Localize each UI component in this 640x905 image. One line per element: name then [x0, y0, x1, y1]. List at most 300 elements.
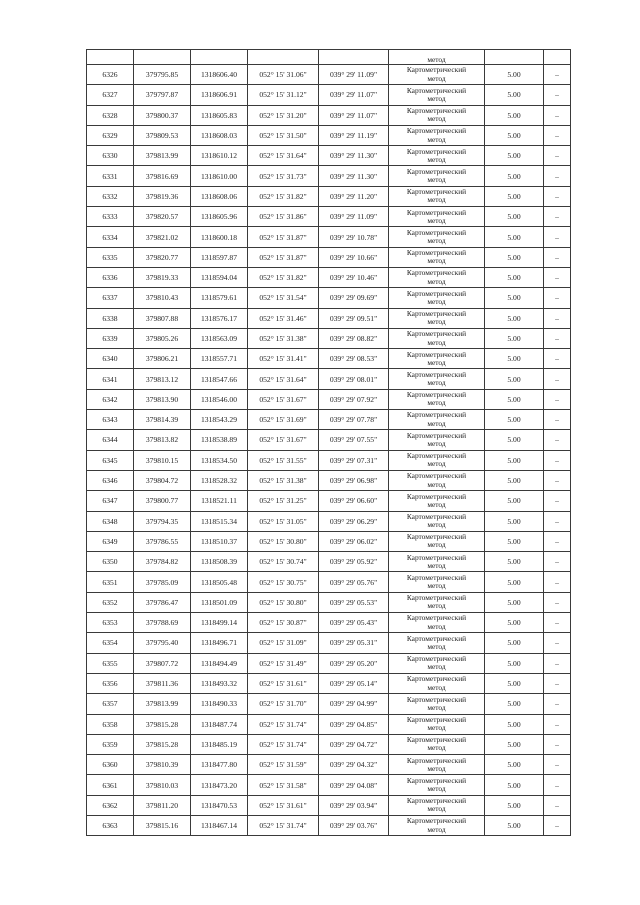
x-coordinate-cell: 379786.55: [134, 531, 191, 551]
x-coordinate-cell: 379810.03: [134, 775, 191, 795]
dash-cell: –: [544, 349, 571, 369]
method-line-1: Картометрический: [406, 146, 467, 156]
method-cell: [389, 328, 485, 348]
method-cell: [389, 795, 485, 815]
x-coordinate-cell: 379813.12: [134, 369, 191, 389]
longitude-cell: 039° 29' 05.43": [319, 613, 389, 633]
y-coordinate-cell: 1318597.87: [191, 247, 248, 267]
y-coordinate-cell: 1318557.71: [191, 349, 248, 369]
accuracy-cell: 5.00: [485, 795, 544, 815]
latitude-cell: 052° 15' 31.61": [248, 795, 319, 815]
latitude-cell: 052° 15' 31.86": [248, 207, 319, 227]
dash-cell: –: [544, 734, 571, 754]
accuracy-cell: 5.00: [485, 247, 544, 267]
method-line-1: Картометрический: [406, 471, 467, 481]
table-row: [87, 349, 571, 369]
table-row: [87, 592, 571, 612]
longitude-cell: 039° 29' 11.07": [319, 105, 389, 125]
method-line-2: метод: [427, 134, 446, 144]
point-number-cell: 6344: [87, 430, 134, 450]
longitude-cell: 039° 29' 03.76": [319, 815, 389, 835]
method-cell: [389, 511, 485, 531]
accuracy-cell: 5.00: [485, 207, 544, 227]
point-number-cell: 6335: [87, 247, 134, 267]
point-number-cell: 6338: [87, 308, 134, 328]
x-coordinate-cell: 379809.53: [134, 125, 191, 145]
point-number-cell: 6331: [87, 166, 134, 186]
point-number-cell: 6336: [87, 267, 134, 287]
latitude-cell: 052° 15' 31.69": [248, 410, 319, 430]
dash-cell: –: [544, 430, 571, 450]
method-cell: [389, 146, 485, 166]
table-row: [87, 166, 571, 186]
method-line-1: Картометрический: [406, 633, 467, 643]
table-row: [87, 653, 571, 673]
dash-cell: –: [544, 552, 571, 572]
dash-cell: –: [544, 186, 571, 206]
point-number-cell: 6334: [87, 227, 134, 247]
latitude-cell: 052° 15' 31.20": [248, 105, 319, 125]
x-coordinate-cell: 379795.85: [134, 65, 191, 85]
dash-cell: –: [544, 613, 571, 633]
table-row: [87, 308, 571, 328]
table-row: [87, 491, 571, 511]
method-cell: [389, 166, 485, 186]
accuracy-cell: 5.00: [485, 815, 544, 835]
cell-empty: [87, 50, 134, 65]
x-coordinate-cell: 379820.57: [134, 207, 191, 227]
y-coordinate-cell: 1318470.53: [191, 795, 248, 815]
latitude-cell: 052° 15' 31.49": [248, 653, 319, 673]
method-line-1: Картометрический: [406, 552, 467, 562]
x-coordinate-cell: 379820.77: [134, 247, 191, 267]
method-cell: [389, 308, 485, 328]
point-number-cell: 6330: [87, 146, 134, 166]
x-coordinate-cell: 379797.87: [134, 85, 191, 105]
method-line-1: Картометрический: [406, 390, 467, 400]
dash-cell: –: [544, 531, 571, 551]
x-coordinate-cell: 379807.72: [134, 653, 191, 673]
longitude-cell: 039° 29' 04.99": [319, 694, 389, 714]
method-cell: [389, 207, 485, 227]
method-line-1: Картометрический: [406, 796, 467, 806]
method-line-2: метод: [427, 763, 446, 773]
method-cell: [389, 673, 485, 693]
method-line-1: Картометрический: [406, 85, 467, 95]
point-number-cell: 6362: [87, 795, 134, 815]
method-cell: [389, 288, 485, 308]
longitude-cell: 039° 29' 04.08": [319, 775, 389, 795]
accuracy-cell: 5.00: [485, 166, 544, 186]
longitude-cell: 039° 29' 07.92": [319, 389, 389, 409]
dash-cell: –: [544, 450, 571, 470]
dash-cell: –: [544, 389, 571, 409]
method-line-1: Картометрический: [406, 349, 467, 359]
x-coordinate-cell: 379821.02: [134, 227, 191, 247]
y-coordinate-cell: 1318467.14: [191, 815, 248, 835]
method-line-2: метод: [427, 418, 446, 428]
method-line-2: метод: [427, 154, 446, 164]
method-line-1: Картометрический: [406, 532, 467, 542]
method-line-1: Картометрический: [406, 207, 467, 217]
latitude-cell: 052° 15' 30.87": [248, 613, 319, 633]
method-line-2: метод: [427, 459, 446, 469]
method-line-2: метод: [427, 479, 446, 489]
longitude-cell: 039° 29' 10.78": [319, 227, 389, 247]
method-cell: [389, 694, 485, 714]
latitude-cell: 052° 15' 31.87": [248, 227, 319, 247]
method-line-1: Картометрический: [406, 309, 467, 318]
latitude-cell: 052° 15' 31.59": [248, 755, 319, 775]
method-line-2: метод: [427, 520, 446, 530]
y-coordinate-cell: 1318493.32: [191, 673, 248, 693]
method-cell: [389, 450, 485, 470]
y-coordinate-cell: 1318608.03: [191, 125, 248, 145]
method-line-1: Картометрический: [406, 106, 467, 116]
y-coordinate-cell: 1318510.37: [191, 531, 248, 551]
accuracy-cell: 5.00: [485, 146, 544, 166]
y-coordinate-cell: 1318546.00: [191, 389, 248, 409]
method-line-2: метод: [427, 824, 446, 834]
method-line-1: Картометрический: [406, 735, 467, 745]
accuracy-cell: 5.00: [485, 369, 544, 389]
accuracy-cell: 5.00: [485, 613, 544, 633]
table-row: [87, 288, 571, 308]
dash-cell: –: [544, 755, 571, 775]
y-coordinate-cell: 1318543.29: [191, 410, 248, 430]
method-cell: [389, 65, 485, 85]
table-row: [87, 613, 571, 633]
method-line-2: метод: [427, 743, 446, 753]
x-coordinate-cell: 379813.99: [134, 146, 191, 166]
latitude-cell: 052° 15' 31.82": [248, 186, 319, 206]
method-line-1: Картометрический: [406, 410, 467, 420]
accuracy-cell: 5.00: [485, 389, 544, 409]
point-number-cell: 6339: [87, 328, 134, 348]
method-cell: [389, 105, 485, 125]
point-number-cell: 6353: [87, 613, 134, 633]
longitude-cell: 039° 29' 06.60": [319, 491, 389, 511]
method-cell: [389, 186, 485, 206]
method-line-2: метод: [427, 560, 446, 570]
method-line-1: Картометрический: [406, 613, 467, 623]
latitude-cell: 052° 15' 31.74": [248, 734, 319, 754]
point-number-cell: 6328: [87, 105, 134, 125]
y-coordinate-cell: 1318605.96: [191, 207, 248, 227]
method-line-2: метод: [427, 540, 446, 550]
accuracy-cell: 5.00: [485, 694, 544, 714]
point-number-cell: 6352: [87, 592, 134, 612]
table-row: [87, 410, 571, 430]
y-coordinate-cell: 1318485.19: [191, 734, 248, 754]
method-cell: [389, 369, 485, 389]
latitude-cell: 052° 15' 30.74": [248, 552, 319, 572]
longitude-cell: 039° 29' 03.94": [319, 795, 389, 815]
accuracy-cell: 5.00: [485, 531, 544, 551]
point-number-cell: 6356: [87, 673, 134, 693]
y-coordinate-cell: 1318473.20: [191, 775, 248, 795]
y-coordinate-cell: 1318608.06: [191, 186, 248, 206]
y-coordinate-cell: 1318579.61: [191, 288, 248, 308]
accuracy-cell: 5.00: [485, 450, 544, 470]
longitude-cell: 039° 29' 11.20": [319, 186, 389, 206]
x-coordinate-cell: 379815.28: [134, 734, 191, 754]
method-line-1: Картометрический: [406, 248, 467, 258]
dash-cell: –: [544, 227, 571, 247]
accuracy-cell: 5.00: [485, 592, 544, 612]
method-cell: [389, 633, 485, 653]
dash-cell: –: [544, 491, 571, 511]
method-line-2: метод: [427, 236, 446, 246]
table-row: [87, 430, 571, 450]
table-body: [87, 50, 571, 836]
longitude-cell: 039° 29' 07.55": [319, 430, 389, 450]
latitude-cell: 052° 15' 31.55": [248, 450, 319, 470]
table-row: [87, 734, 571, 754]
table-row: [87, 105, 571, 125]
method-cell: [389, 470, 485, 490]
x-coordinate-cell: 379811.36: [134, 673, 191, 693]
accuracy-cell: 5.00: [485, 125, 544, 145]
method-cell: [389, 775, 485, 795]
longitude-cell: 039° 29' 04.72": [319, 734, 389, 754]
method-cell: [389, 734, 485, 754]
dash-cell: –: [544, 65, 571, 85]
method-line-1: Картометрический: [406, 775, 467, 785]
method-line-1: Картометрический: [406, 126, 467, 136]
point-number-cell: 6358: [87, 714, 134, 734]
table-row: [87, 470, 571, 490]
method-line-2: метод: [427, 276, 446, 286]
dash-cell: –: [544, 653, 571, 673]
coordinates-table: [86, 49, 571, 836]
latitude-cell: 052° 15' 31.64": [248, 146, 319, 166]
longitude-cell: 039° 29' 05.31": [319, 633, 389, 653]
y-coordinate-cell: 1318610.00: [191, 166, 248, 186]
y-coordinate-cell: 1318477.80: [191, 755, 248, 775]
y-coordinate-cell: 1318563.09: [191, 328, 248, 348]
method-line-1: Картометрический: [406, 674, 467, 684]
table-row: [87, 531, 571, 551]
longitude-cell: 039° 29' 11.09": [319, 65, 389, 85]
table-row-continuation: [87, 50, 571, 65]
accuracy-cell: 5.00: [485, 267, 544, 287]
dash-cell: –: [544, 795, 571, 815]
y-coordinate-cell: 1318505.48: [191, 572, 248, 592]
accuracy-cell: 5.00: [485, 633, 544, 653]
latitude-cell: 052° 15' 30.80": [248, 531, 319, 551]
x-coordinate-cell: 379813.82: [134, 430, 191, 450]
point-number-cell: 6347: [87, 491, 134, 511]
method-cell: [389, 572, 485, 592]
longitude-cell: 039° 29' 11.30": [319, 166, 389, 186]
dash-cell: –: [544, 572, 571, 592]
y-coordinate-cell: 1318534.50: [191, 450, 248, 470]
y-coordinate-cell: 1318490.33: [191, 694, 248, 714]
table-row: [87, 633, 571, 653]
table-row: [87, 815, 571, 835]
x-coordinate-cell: 379815.16: [134, 815, 191, 835]
accuracy-cell: 5.00: [485, 755, 544, 775]
dash-cell: –: [544, 673, 571, 693]
y-coordinate-cell: 1318496.71: [191, 633, 248, 653]
method-cell: [389, 430, 485, 450]
accuracy-cell: 5.00: [485, 328, 544, 348]
longitude-cell: 039° 29' 08.53": [319, 349, 389, 369]
method-line-2: метод: [427, 256, 446, 266]
x-coordinate-cell: 379811.20: [134, 795, 191, 815]
longitude-cell: 039° 29' 10.46": [319, 267, 389, 287]
method-line-1: Картометрический: [406, 430, 467, 440]
latitude-cell: 052° 15' 31.67": [248, 430, 319, 450]
method-cell: [389, 552, 485, 572]
y-coordinate-cell: 1318547.66: [191, 369, 248, 389]
x-coordinate-cell: 379806.21: [134, 349, 191, 369]
method-line-2: метод: [427, 702, 446, 712]
method-line-2: метод: [427, 784, 446, 794]
longitude-cell: 039° 29' 11.30": [319, 146, 389, 166]
method-cell: [389, 815, 485, 835]
longitude-cell: 039° 29' 05.53": [319, 592, 389, 612]
accuracy-cell: 5.00: [485, 714, 544, 734]
method-line-1: Картометрический: [406, 755, 467, 765]
method-line-1: Картометрический: [406, 65, 467, 75]
y-coordinate-cell: 1318576.17: [191, 308, 248, 328]
dash-cell: –: [544, 308, 571, 328]
table-row: [87, 85, 571, 105]
longitude-cell: 039° 29' 11.09": [319, 207, 389, 227]
x-coordinate-cell: 379800.77: [134, 491, 191, 511]
x-coordinate-cell: 379813.99: [134, 694, 191, 714]
longitude-cell: 039° 29' 08.01": [319, 369, 389, 389]
method-cell: [389, 125, 485, 145]
x-coordinate-cell: 379810.43: [134, 288, 191, 308]
x-coordinate-cell: 379784.82: [134, 552, 191, 572]
latitude-cell: 052° 15' 31.61": [248, 673, 319, 693]
method-line-1: Картометрический: [406, 694, 467, 704]
latitude-cell: 052° 15' 31.05": [248, 511, 319, 531]
table-row: [87, 186, 571, 206]
longitude-cell: 039° 29' 11.19": [319, 125, 389, 145]
table-row: [87, 755, 571, 775]
point-number-cell: 6355: [87, 653, 134, 673]
y-coordinate-cell: 1318606.91: [191, 85, 248, 105]
y-coordinate-cell: 1318606.40: [191, 65, 248, 85]
point-number-cell: 6354: [87, 633, 134, 653]
dash-cell: –: [544, 633, 571, 653]
y-coordinate-cell: 1318610.12: [191, 146, 248, 166]
point-number-cell: 6361: [87, 775, 134, 795]
point-number-cell: 6348: [87, 511, 134, 531]
accuracy-cell: 5.00: [485, 105, 544, 125]
x-coordinate-cell: 379810.15: [134, 450, 191, 470]
table-row: [87, 389, 571, 409]
longitude-cell: 039° 29' 10.66": [319, 247, 389, 267]
latitude-cell: 052° 15' 31.38": [248, 470, 319, 490]
method-line-2: метод: [427, 601, 446, 611]
cell-empty: [544, 50, 571, 65]
point-number-cell: 6346: [87, 470, 134, 490]
accuracy-cell: 5.00: [485, 227, 544, 247]
dash-cell: –: [544, 511, 571, 531]
method-cell: [389, 410, 485, 430]
y-coordinate-cell: 1318499.14: [191, 613, 248, 633]
dash-cell: –: [544, 247, 571, 267]
cell-empty: [485, 50, 544, 65]
dash-cell: –: [544, 815, 571, 835]
y-coordinate-cell: 1318501.09: [191, 592, 248, 612]
method-line-2: метод: [427, 195, 446, 205]
method-line-2: метод: [427, 581, 446, 591]
x-coordinate-cell: 379815.28: [134, 714, 191, 734]
y-coordinate-cell: 1318605.83: [191, 105, 248, 125]
x-coordinate-cell: 379804.72: [134, 470, 191, 490]
point-number-cell: 6345: [87, 450, 134, 470]
accuracy-cell: 5.00: [485, 470, 544, 490]
cell-empty: [319, 50, 389, 65]
accuracy-cell: 5.00: [485, 511, 544, 531]
latitude-cell: 052° 15' 31.09": [248, 633, 319, 653]
point-number-cell: 6340: [87, 349, 134, 369]
table-row: [87, 328, 571, 348]
cell-empty: [248, 50, 319, 65]
method-line-2: метод: [427, 378, 446, 388]
latitude-cell: 052° 15' 31.74": [248, 714, 319, 734]
table-row: [87, 511, 571, 531]
y-coordinate-cell: 1318600.18: [191, 227, 248, 247]
method-line-2: метод: [427, 641, 446, 651]
method-cell: [389, 491, 485, 511]
dash-cell: –: [544, 85, 571, 105]
dash-cell: –: [544, 125, 571, 145]
table-row: [87, 775, 571, 795]
latitude-cell: 052° 15' 31.41": [248, 349, 319, 369]
point-number-cell: 6342: [87, 389, 134, 409]
table-row: [87, 369, 571, 389]
longitude-cell: 039° 29' 04.85": [319, 714, 389, 734]
method-cell: [389, 267, 485, 287]
method-line-2: метод: [427, 499, 446, 509]
cell-empty: [134, 50, 191, 65]
point-number-cell: 6360: [87, 755, 134, 775]
table-row: [87, 572, 571, 592]
longitude-cell: 039° 29' 04.32": [319, 755, 389, 775]
method-line-2: метод: [427, 93, 446, 103]
method-line-2: метод: [427, 438, 446, 448]
longitude-cell: 039° 29' 05.20": [319, 653, 389, 673]
method-line-2: метод: [427, 804, 446, 814]
longitude-cell: 039° 29' 05.76": [319, 572, 389, 592]
latitude-cell: 052° 15' 31.06": [248, 65, 319, 85]
longitude-cell: 039° 29' 08.82": [319, 328, 389, 348]
latitude-cell: 052° 15' 31.74": [248, 815, 319, 835]
method-line-2: метод: [427, 215, 446, 225]
x-coordinate-cell: 379794.35: [134, 511, 191, 531]
dash-cell: –: [544, 775, 571, 795]
dash-cell: –: [544, 470, 571, 490]
latitude-cell: 052° 15' 31.58": [248, 775, 319, 795]
latitude-cell: 052° 15' 31.54": [248, 288, 319, 308]
table-row: [87, 795, 571, 815]
method-line-1: Картометрический: [406, 714, 467, 724]
method-cell: [389, 531, 485, 551]
x-coordinate-cell: 379795.40: [134, 633, 191, 653]
y-coordinate-cell: 1318515.34: [191, 511, 248, 531]
method-line-2: метод: [427, 337, 446, 347]
latitude-cell: 052° 15' 30.80": [248, 592, 319, 612]
method-line-1: Картометрический: [406, 654, 467, 664]
x-coordinate-cell: 379807.88: [134, 308, 191, 328]
